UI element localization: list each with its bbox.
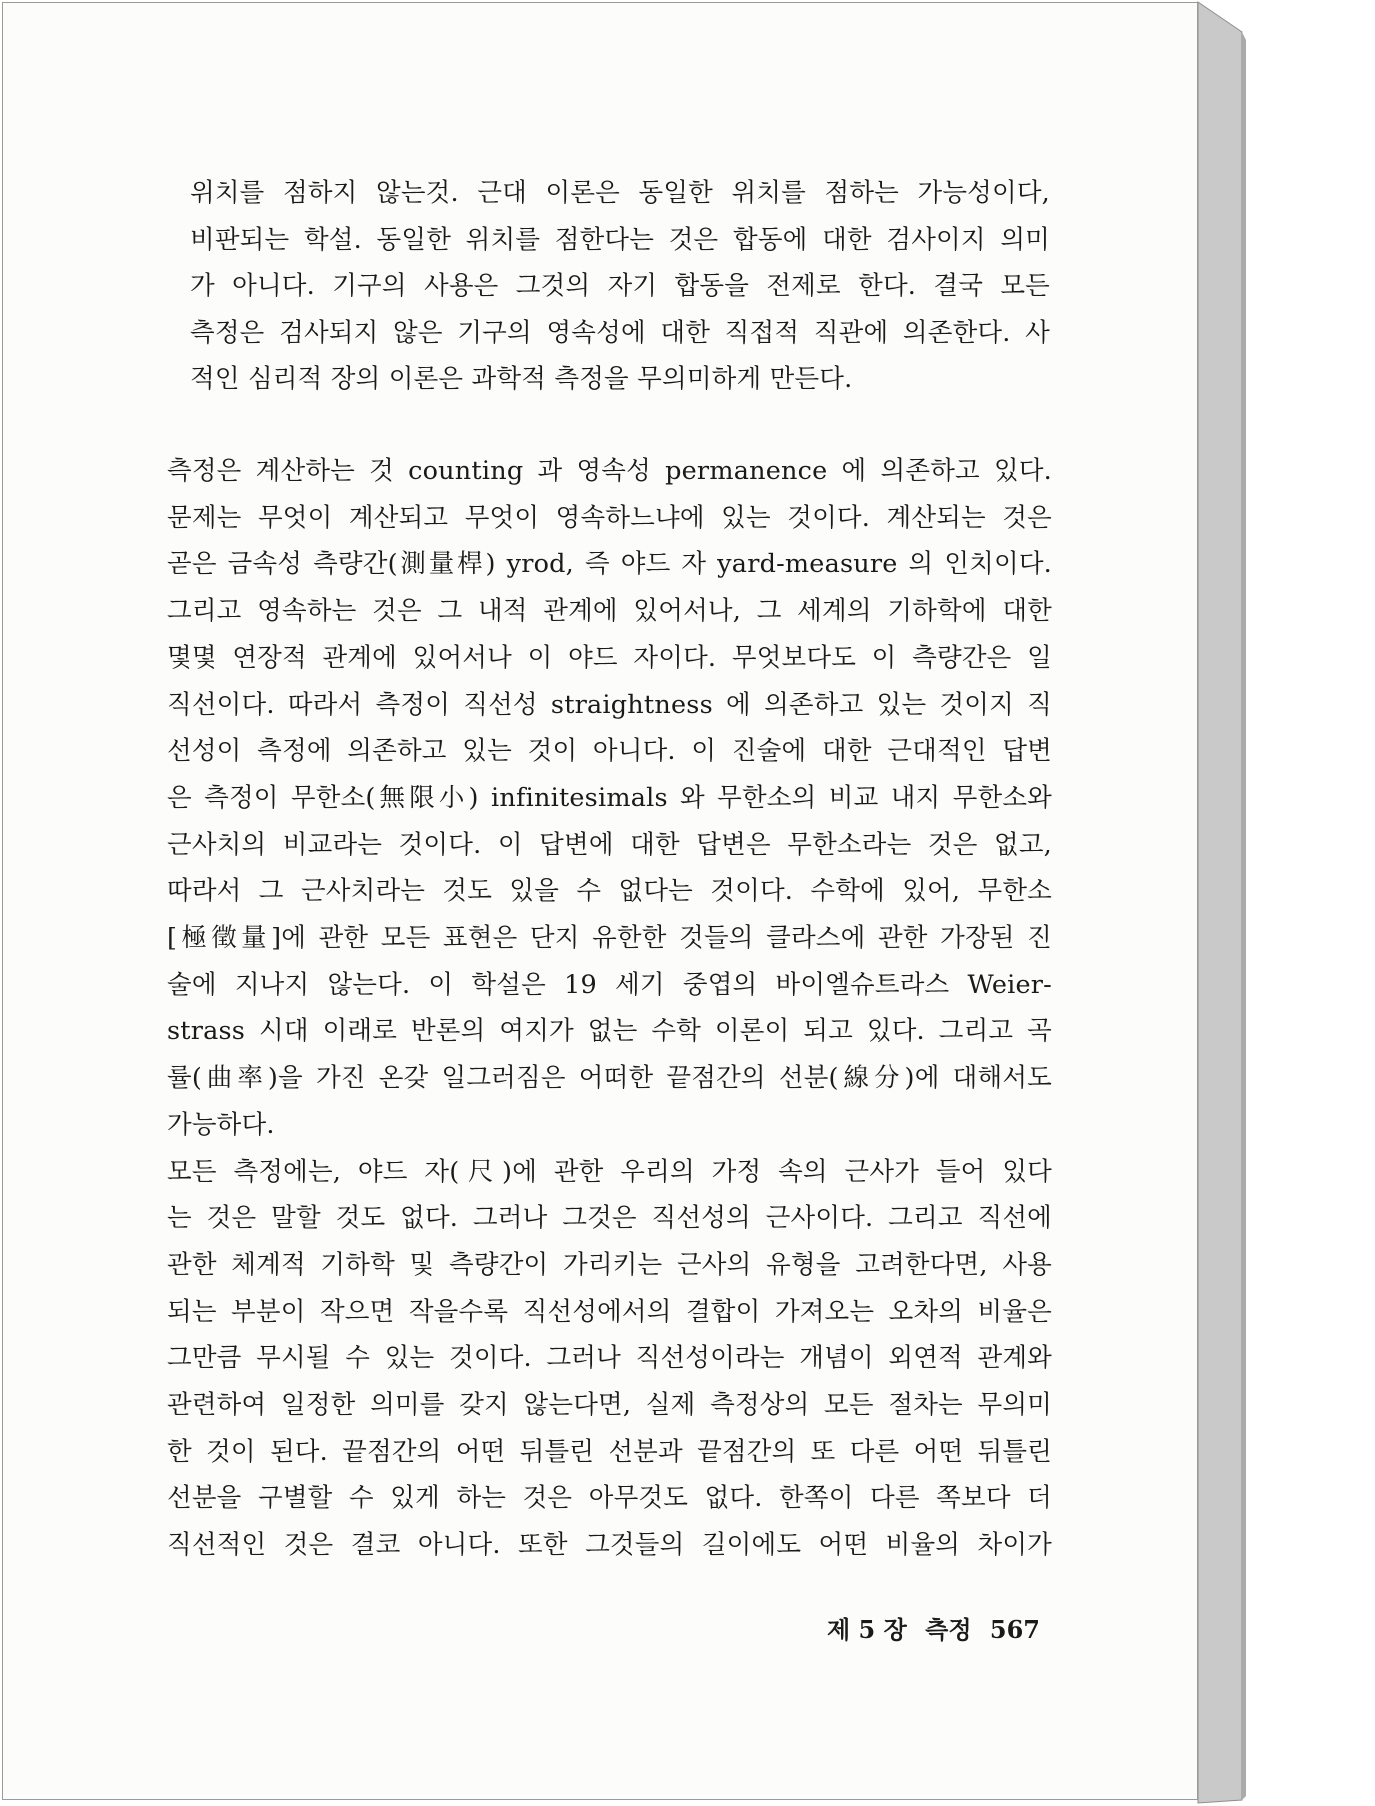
- text-line: 은 측정이 무한소(無限小) infinitesimals 와 무한소의 비교 내지 무한소와: [167, 782, 1052, 813]
- text-line: 따라서 그 근사치라는 것도 있을 수 없다는 것이다. 수학에 있어, 무한소: [167, 876, 1052, 907]
- text-line: 선분을 구별할 수 있게 하는 것은 아무것도 없다. 한쪽이 다른 쪽보다 더: [167, 1483, 1052, 1514]
- text-line: 그만큼 무시될 수 있는 것이다. 그러나 직선성이라는 개념이 외연적 관계와: [167, 1343, 1052, 1374]
- footer-chapter: 제 5 장: [827, 1615, 907, 1644]
- text-line: 되는 부분이 작으면 작을수록 직선성에서의 결합이 가져오는 오차의 비율은: [167, 1296, 1052, 1327]
- text-line: [極徵量]에 관한 모든 표현은 단지 유한한 것들의 클라스에 관한 가장된 진: [167, 923, 1052, 954]
- text-line: 직선적인 것은 결코 아니다. 또한 그것들의 길이에도 어떤 비율의 차이가: [167, 1530, 1052, 1561]
- text-line: 직선이다. 따라서 측정이 직선성 straightness 에 의존하고 있는 것이지 직: [167, 689, 1052, 720]
- text-line: 가능하다.: [167, 1109, 275, 1140]
- text-line: 는 것은 말할 것도 없다. 그러나 그것은 직선성의 근사이다. 그리고 직선에: [167, 1203, 1052, 1234]
- footer-title: 측정: [925, 1615, 972, 1644]
- text-line: 술에 지나지 않는다. 이 학설은 19 세기 중엽의 바이엘슈트라스 Weier-: [167, 969, 1052, 1000]
- text-line: 모든 측정에는, 야드 자(尺)에 관한 우리의 가정 속의 근사가 들어 있다: [167, 1156, 1052, 1187]
- paragraph-2: [167, 1149, 1052, 1569]
- text-line: 그리고 영속하는 것은 그 내적 관계에 있어서나, 그 세계의 기하학에 대한: [167, 596, 1052, 627]
- text-line: 문제는 무엇이 계산되고 무엇이 영속하느냐에 있는 것이다. 계산되는 것은: [167, 502, 1052, 533]
- text-line: 률(曲率)을 가진 온갖 일그러짐은 어떠한 끝점간의 선분(線分)에 대해서도: [167, 1063, 1052, 1094]
- running-footer: [780, 1610, 1040, 1645]
- text-line: 근사치의 비교라는 것이다. 이 답변에 대한 답변은 무한소라는 것은 없고,: [167, 829, 1052, 860]
- text-line: 선성이 측정에 의존하고 있는 것이 아니다. 이 진술에 대한 근대적인 답변: [167, 736, 1052, 767]
- quote-line: 가 아니다. 기구의 사용은 그것의 자기 합동을 전제로 한다. 결국 모든: [190, 271, 1050, 301]
- page-number: 567: [989, 1615, 1040, 1644]
- text-line: 몇몇 연장적 관계에 있어서나 이 야드 자이다. 무엇보다도 이 측량간은 일: [167, 642, 1052, 673]
- quote-line: 위치를 점하지 않는것. 근대 이론은 동일한 위치를 점하는 가능성이다,: [190, 178, 1050, 208]
- text-line: strass 시대 이래로 반론의 여지가 없는 수학 이론이 되고 있다. 그리고 곡: [167, 1016, 1052, 1047]
- text-line: 한 것이 된다. 끝점간의 어떤 뒤틀린 선분과 끝점간의 또 다른 어떤 뒤틀린: [167, 1436, 1052, 1467]
- text-line: 관련하여 일정한 의미를 갖지 않는다면, 실제 측정상의 모든 절차는 무의미: [167, 1390, 1052, 1421]
- text-line: 관한 체계적 기하학 및 측량간이 가리키는 근사의 유형을 고려한다면, 사용: [167, 1249, 1052, 1280]
- indented-quote: [190, 170, 1050, 403]
- body-text: [167, 448, 1052, 1569]
- quote-line: 적인 심리적 장의 이론은 과학적 측정을 무의미하게 만든다.: [190, 364, 853, 394]
- text-line: 곧은 금속성 측량간(測量桿) yrod, 즉 야드 자 yard-measure 의 인치이다.: [167, 549, 1052, 580]
- paragraph-1: [167, 448, 1052, 1149]
- text-line: 측정은 계산하는 것 counting 과 영속성 permanence 에 의존하고 있다.: [167, 456, 1052, 486]
- quote-line: 비판되는 학설. 동일한 위치를 점한다는 것은 합동에 대한 검사이지 의미: [190, 224, 1050, 255]
- quote-line: 측정은 검사되지 않은 기구의 영속성에 대한 직접적 직관에 의존한다. 사: [190, 317, 1050, 348]
